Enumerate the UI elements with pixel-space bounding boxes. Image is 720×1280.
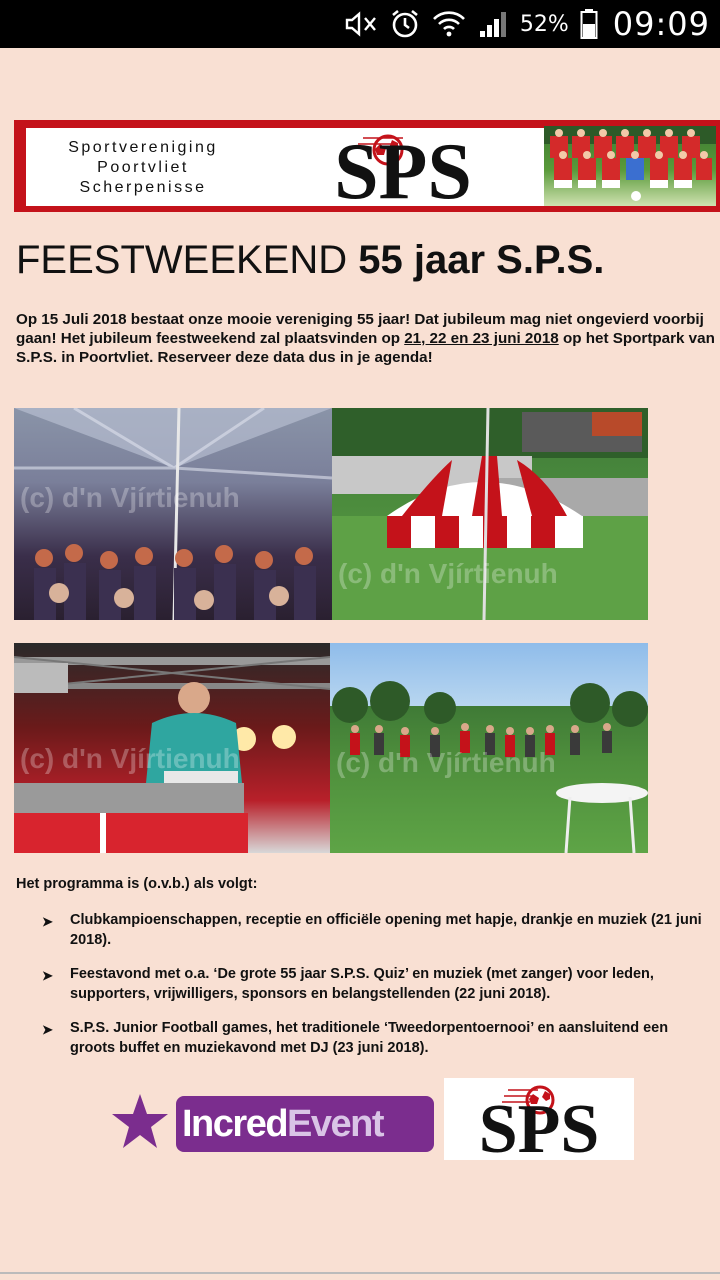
intro-part2: op het Sportpark van S.P.S. in Poortvliet. Reserveer deze data dus in je agenda! (16, 330, 715, 366)
divider (0, 1272, 720, 1274)
sps-logo-small-text: SPS (478, 1091, 600, 1160)
program-item (42, 910, 712, 950)
program-item-text: S.P.S. Junior Football games, het traditionele ‘Tweedorpentoernooi’ en aansluitend een groots buffet en muziekavond met DJ (23 juni 2018). (70, 1020, 669, 1056)
intro-part1: Op 15 Juli 2018 bestaat onze mooie vereniging 55 jaar! Dat jubileum mag niet ongevierd voorbij gaan! Het jubileum feestweekend zal plaatsvinden op (16, 311, 704, 347)
program-item (42, 964, 712, 1004)
signal-icon (476, 7, 510, 41)
club-line-3: Scherpenisse (79, 179, 207, 196)
photo-tent-field (332, 408, 648, 620)
sps-logo (288, 132, 518, 204)
arrow-bullet-icon: ➤ (42, 1022, 53, 1037)
program-item-text: Clubkampioenschappen, receptie en officiële opening met hapje, drankje en muziek (21 juni 2018). (70, 912, 702, 948)
clock: 09:09 (612, 5, 710, 43)
title-bold: 55 jaar S.P.S. (358, 238, 605, 282)
title-light: FEESTWEEKEND (16, 238, 359, 282)
mute-vibrate-icon (344, 7, 378, 41)
watermark: (c) d'n Vjírtienuh (336, 747, 556, 778)
battery-percent: 52% (519, 11, 569, 37)
team-photo (544, 126, 716, 206)
intro-dates: 21, 22 en 23 juni 2018 (404, 330, 559, 347)
photo-dj (14, 643, 330, 853)
incredevent-logo (176, 1096, 434, 1152)
banner-panel (26, 128, 552, 206)
status-bar (0, 0, 720, 48)
sponsor-logos (110, 1078, 640, 1162)
alarm-icon (388, 7, 422, 41)
program-item (42, 1018, 712, 1058)
battery-icon (579, 7, 599, 41)
watermark: (c) d'n Vjírtienuh (20, 482, 240, 513)
poster-title (16, 238, 604, 283)
intro-text (16, 310, 716, 367)
watermark: (c) d'n Vjírtienuh (20, 743, 240, 774)
photo-party-crowd (14, 408, 332, 620)
sps-logo-text: SPS (334, 132, 472, 204)
club-line-2: Poortvliet (97, 159, 189, 176)
incredevent-logo-incred: Incred (182, 1102, 288, 1145)
club-line-1: Sportvereniging (68, 139, 218, 156)
program-item-text: Feestavond met o.a. ‘De grote 55 jaar S.P.S. Quiz’ en muziek (met zanger) voor leden, supporters, vrijwilligers, sponsors en belangstellenden (22 juni 2018). (70, 966, 654, 1002)
sps-logo-small (444, 1078, 634, 1160)
watermark: (c) d'n Vjírtienuh (338, 558, 558, 589)
arrow-bullet-icon: ➤ (42, 914, 53, 929)
program-list (42, 910, 712, 1072)
photo-youth-field (330, 643, 648, 853)
star-icon (110, 1092, 170, 1152)
incredevent-logo-event: Event (287, 1102, 384, 1145)
club-name (38, 138, 248, 198)
wifi-icon (432, 7, 466, 41)
club-banner (14, 120, 720, 212)
arrow-bullet-icon: ➤ (42, 968, 53, 983)
poster-image[interactable] (0, 48, 720, 1280)
program-heading: Het programma is (o.v.b.) als volgt: (16, 876, 258, 892)
